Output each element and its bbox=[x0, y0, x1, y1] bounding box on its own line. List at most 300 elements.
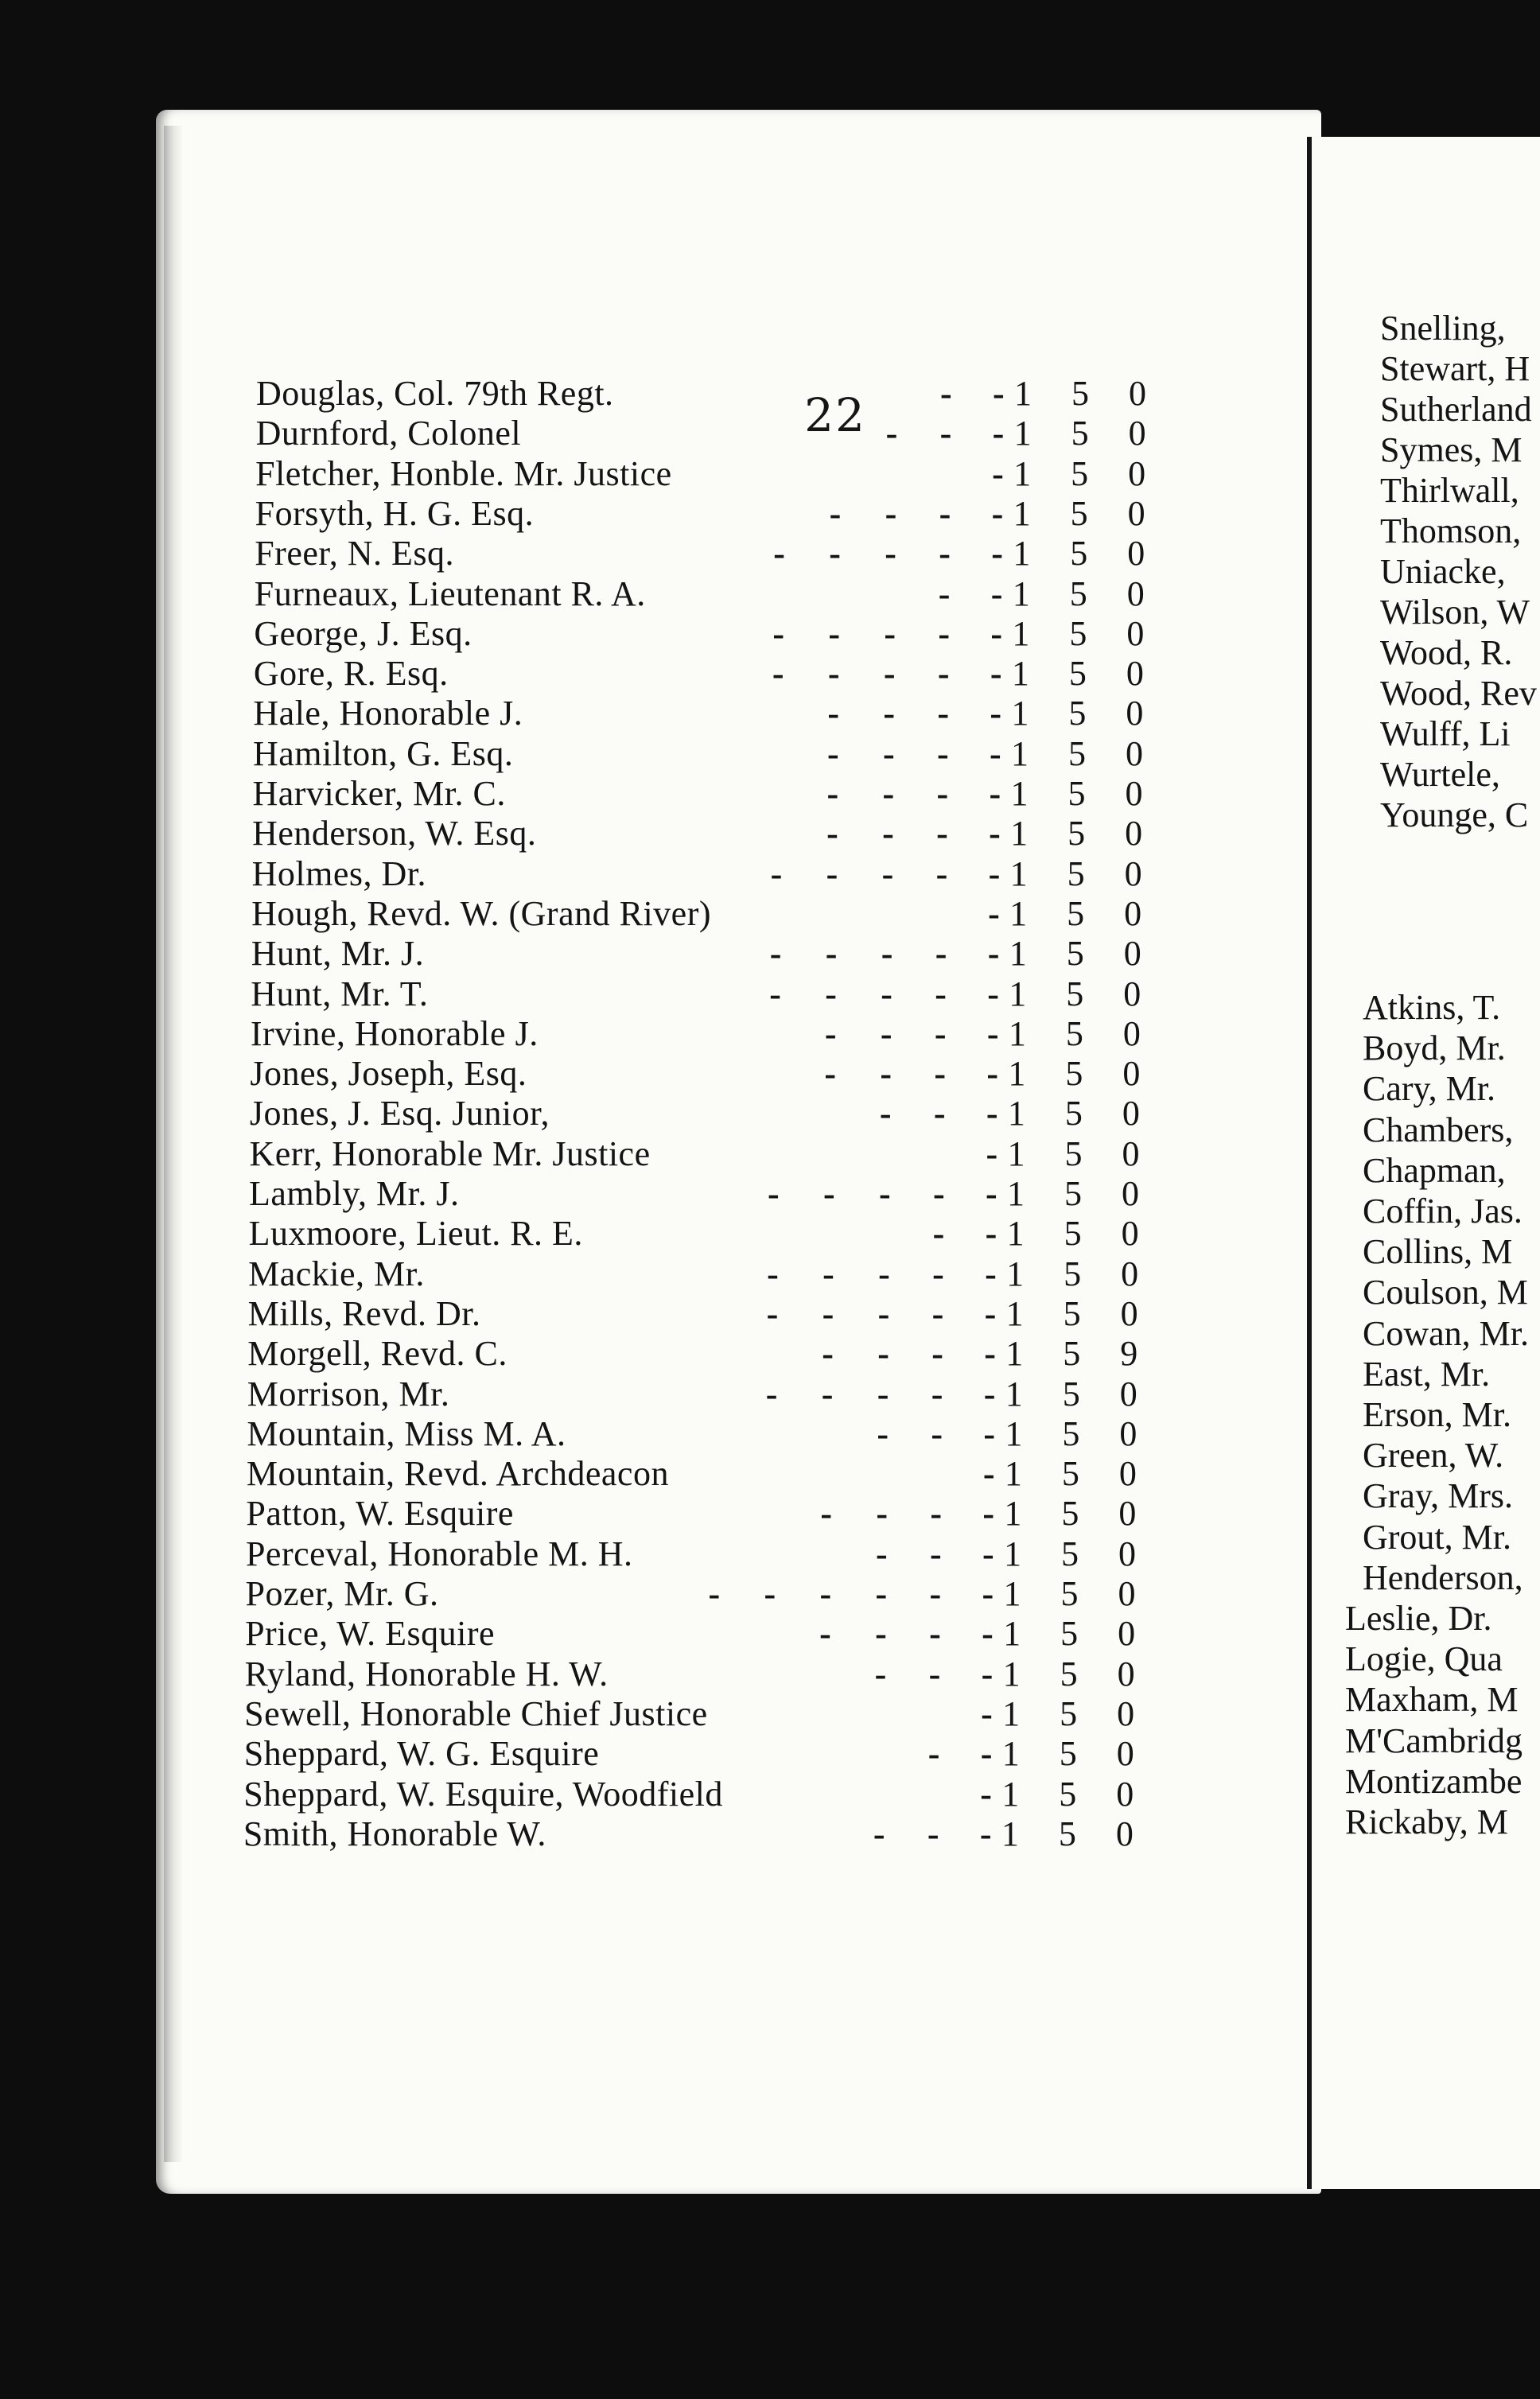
leader-dash: - bbox=[766, 1293, 779, 1333]
amount-pence: 0 bbox=[1118, 1494, 1137, 1534]
leader-dash: - bbox=[883, 654, 896, 694]
amount-shillings: 5 bbox=[1064, 1094, 1083, 1133]
amount-pence: 0 bbox=[1122, 1013, 1141, 1053]
leader-dash: - bbox=[879, 1094, 892, 1133]
right-page-entry: Snelling, bbox=[1380, 309, 1506, 348]
amount-pounds: 1 bbox=[1012, 613, 1030, 653]
amount-pence: 0 bbox=[1115, 1814, 1134, 1853]
subscriber-name: George, J. Esq. bbox=[254, 613, 472, 653]
right-page-entry: Boyd, Mr. bbox=[1363, 1028, 1506, 1068]
subscriber-row bbox=[153, 774, 1143, 814]
leader-dash: - bbox=[885, 534, 896, 574]
subscriber-row bbox=[146, 1534, 1136, 1574]
amount-pence: 0 bbox=[1126, 574, 1145, 613]
leader-dash: - bbox=[986, 1094, 998, 1133]
subscriber-name: Henderson, W. Esq. bbox=[252, 814, 537, 853]
right-page-entry: Wood, R. bbox=[1380, 633, 1513, 672]
subscriber-row bbox=[150, 1094, 1140, 1133]
subscriber-name: Lambly, Mr. J. bbox=[249, 1174, 460, 1213]
leader-dash: - bbox=[990, 654, 1002, 694]
leader-dash: - bbox=[982, 1574, 994, 1613]
amount-shillings: 5 bbox=[1064, 1174, 1082, 1213]
leader-dash: - bbox=[990, 694, 1002, 733]
subscriber-name: Sheppard, W. Esquire, Woodfield bbox=[243, 1774, 723, 1814]
leader-dash: - bbox=[987, 934, 1000, 974]
leader-dash: - bbox=[991, 534, 1003, 574]
amount-pence: 0 bbox=[1128, 453, 1146, 493]
leader-dash: - bbox=[821, 1374, 834, 1413]
right-page-entry: M'Cambridg bbox=[1345, 1721, 1523, 1760]
subscriber-row bbox=[149, 1174, 1139, 1214]
leader-dash: - bbox=[935, 974, 947, 1013]
amount-shillings: 5 bbox=[1067, 853, 1085, 893]
amount-pounds: 1 bbox=[1007, 1174, 1025, 1213]
amount-shillings: 5 bbox=[1060, 1693, 1078, 1733]
leader-dash: - bbox=[708, 1574, 721, 1613]
leader-dash: - bbox=[980, 1774, 992, 1814]
subscriber-row bbox=[148, 1293, 1138, 1334]
amount-shillings: 5 bbox=[1061, 1494, 1079, 1534]
leader-dash: - bbox=[824, 1054, 837, 1094]
amount-shillings: 5 bbox=[1071, 414, 1089, 453]
leader-dash: - bbox=[772, 654, 784, 694]
subscriber-name: Sheppard, W. G. Esquire bbox=[243, 1734, 600, 1774]
amount-pounds: 1 bbox=[1007, 1094, 1025, 1133]
subscriber-row bbox=[146, 1454, 1137, 1494]
leader-dash: - bbox=[936, 733, 949, 773]
amount-pence: 0 bbox=[1119, 1374, 1138, 1413]
subscriber-row bbox=[144, 1693, 1135, 1734]
leader-dash: - bbox=[981, 1693, 993, 1733]
leader-dash: - bbox=[985, 1214, 998, 1254]
subscriber-row bbox=[143, 1774, 1134, 1814]
amount-shillings: 5 bbox=[1068, 733, 1086, 773]
right-page-entry: Coffin, Jas. bbox=[1363, 1192, 1522, 1231]
subscriber-name: Irvine, Honorable J. bbox=[250, 1013, 539, 1053]
leader-dash: - bbox=[824, 1013, 837, 1053]
amount-pence: 0 bbox=[1124, 893, 1142, 933]
amount-shillings: 5 bbox=[1070, 534, 1088, 574]
subscriber-row bbox=[153, 694, 1144, 733]
amount-pounds: 1 bbox=[1007, 1133, 1025, 1173]
amount-pounds: 1 bbox=[1001, 1734, 1020, 1774]
amount-pounds: 1 bbox=[1001, 1814, 1019, 1853]
amount-pence: 0 bbox=[1122, 1094, 1140, 1133]
leader-dash: - bbox=[940, 374, 952, 413]
right-page-entry: Wulff, Li bbox=[1380, 714, 1511, 753]
right-page-entry: Gray, Mrs. bbox=[1363, 1476, 1513, 1516]
leader-dash: - bbox=[820, 1494, 833, 1534]
amount-shillings: 5 bbox=[1059, 1774, 1077, 1814]
right-page-entry: East, Mr. bbox=[1363, 1354, 1491, 1394]
leader-dash: - bbox=[993, 374, 1005, 413]
amount-pence: 0 bbox=[1121, 1254, 1139, 1293]
amount-pounds: 1 bbox=[1005, 1413, 1023, 1453]
subscriber-name: Holmes, Dr. bbox=[251, 853, 426, 893]
leader-dash: - bbox=[825, 974, 837, 1013]
subscriber-row bbox=[154, 654, 1144, 694]
right-page-entry: Atkins, T. bbox=[1363, 988, 1501, 1027]
leader-dash: - bbox=[884, 613, 896, 653]
right-page-entry: Collins, M bbox=[1363, 1232, 1513, 1272]
amount-pounds: 1 bbox=[1009, 934, 1027, 974]
subscriber-name: Furneaux, Lieutenant R. A. bbox=[254, 574, 646, 613]
right-page-entry: Wilson, W bbox=[1380, 593, 1530, 632]
subscriber-row bbox=[146, 1494, 1137, 1534]
leader-dash: - bbox=[989, 774, 1001, 813]
subscriber-row bbox=[147, 1334, 1138, 1374]
amount-shillings: 5 bbox=[1062, 1374, 1080, 1413]
leader-dash: - bbox=[982, 1534, 994, 1573]
amount-pence: 0 bbox=[1119, 1413, 1138, 1453]
right-page-entry: Younge, C bbox=[1380, 795, 1529, 834]
leader-dash: - bbox=[827, 654, 840, 694]
amount-pounds: 1 bbox=[1001, 1774, 1020, 1814]
leader-dash: - bbox=[826, 774, 839, 813]
leader-dash: - bbox=[931, 1413, 943, 1453]
amount-pounds: 1 bbox=[1005, 1293, 1024, 1333]
right-page-entry: Cowan, Mr. bbox=[1363, 1313, 1529, 1353]
leader-dash: - bbox=[939, 414, 952, 453]
subscriber-row bbox=[150, 1054, 1141, 1094]
subscriber-row bbox=[154, 613, 1145, 654]
amount-shillings: 5 bbox=[1068, 654, 1087, 694]
amount-pence: 0 bbox=[1122, 1174, 1139, 1213]
right-page-entry: Rickaby, M bbox=[1345, 1802, 1508, 1841]
right-page-entry: Green, W. bbox=[1363, 1436, 1504, 1476]
right-page-entry: Chambers, bbox=[1363, 1110, 1514, 1149]
leader-dash: - bbox=[934, 1013, 947, 1053]
left-page bbox=[156, 110, 1321, 2194]
right-page-entry: Stewart, H bbox=[1380, 349, 1530, 388]
leader-dash: - bbox=[936, 814, 948, 853]
right-page-entry: Chapman, bbox=[1363, 1150, 1506, 1190]
leader-dash: - bbox=[987, 974, 999, 1013]
subscriber-name: Hale, Honorable J. bbox=[253, 694, 523, 733]
leader-dash: - bbox=[937, 654, 950, 694]
subscriber-row bbox=[150, 1013, 1141, 1054]
amount-pounds: 1 bbox=[1003, 1534, 1021, 1573]
amount-pence: 0 bbox=[1122, 1133, 1140, 1173]
amount-shillings: 5 bbox=[1070, 493, 1088, 533]
right-page-entry: Symes, M bbox=[1380, 430, 1522, 469]
leader-dash: - bbox=[773, 534, 785, 574]
subscriber-row bbox=[146, 1413, 1138, 1454]
page-number: 22 bbox=[804, 388, 866, 442]
right-page-entry: Erson, Mr. bbox=[1363, 1395, 1511, 1434]
subscriber-row bbox=[152, 853, 1142, 894]
subscriber-name: Mountain, Revd. Archdeacon bbox=[246, 1454, 669, 1494]
leader-dash: - bbox=[823, 1174, 835, 1213]
subscriber-row bbox=[152, 814, 1143, 853]
amount-pence: 0 bbox=[1127, 534, 1145, 574]
amount-pence: 0 bbox=[1126, 613, 1145, 653]
subscriber-row bbox=[154, 574, 1145, 614]
amount-pounds: 1 bbox=[1003, 1614, 1021, 1654]
subscriber-name: Hunt, Mr. J. bbox=[251, 934, 425, 974]
leader-dash: - bbox=[928, 1734, 940, 1774]
right-page-entry: Leslie, Dr. bbox=[1345, 1599, 1492, 1638]
right-page-entry: Henderson, bbox=[1363, 1557, 1523, 1597]
subscriber-name: Morrison, Mr. bbox=[247, 1374, 450, 1413]
right-page-entry: Maxham, M bbox=[1345, 1680, 1519, 1720]
amount-pence: 0 bbox=[1120, 1293, 1138, 1333]
leader-dash: - bbox=[769, 934, 782, 974]
leader-dash: - bbox=[988, 853, 1001, 893]
subscriber-name: Patton, W. Esquire bbox=[246, 1494, 514, 1534]
leader-dash: - bbox=[991, 493, 1004, 533]
leader-dash: - bbox=[765, 1374, 778, 1413]
leader-dash: - bbox=[875, 1574, 888, 1613]
leader-dash: - bbox=[767, 1254, 779, 1293]
subscriber-row bbox=[146, 1574, 1136, 1614]
amount-pence: 0 bbox=[1117, 1693, 1135, 1733]
subscriber-row bbox=[153, 733, 1143, 774]
leader-dash: - bbox=[879, 1174, 891, 1213]
subscriber-name: Kerr, Honorable Mr. Justice bbox=[249, 1133, 651, 1173]
leader-dash: - bbox=[979, 1814, 992, 1853]
amount-shillings: 5 bbox=[1068, 694, 1087, 733]
leader-dash: - bbox=[885, 493, 897, 533]
leader-dash: - bbox=[990, 574, 1003, 613]
leader-dash: - bbox=[939, 493, 951, 533]
leader-dash: - bbox=[826, 853, 838, 893]
leader-dash: - bbox=[932, 1254, 944, 1293]
leader-dash: - bbox=[877, 1293, 890, 1333]
leader-dash: - bbox=[822, 1254, 834, 1293]
subscriber-name: Hunt, Mr. T. bbox=[251, 974, 429, 1013]
subscriber-row bbox=[149, 1133, 1140, 1174]
leader-dash: - bbox=[878, 1254, 890, 1293]
subscriber-row bbox=[145, 1654, 1135, 1694]
amount-pounds: 1 bbox=[1013, 453, 1032, 493]
leader-dash: - bbox=[928, 1654, 941, 1693]
amount-pence: 0 bbox=[1122, 1054, 1141, 1094]
amount-pounds: 1 bbox=[1013, 534, 1031, 574]
amount-shillings: 5 bbox=[1066, 974, 1084, 1013]
amount-pence: 0 bbox=[1118, 1614, 1136, 1654]
amount-shillings: 5 bbox=[1068, 774, 1086, 813]
leader-dash: - bbox=[882, 814, 894, 853]
subscriber-name: Smith, Honorable W. bbox=[243, 1814, 546, 1853]
leader-dash: - bbox=[929, 1534, 942, 1573]
leader-dash: - bbox=[938, 574, 951, 613]
amount-shillings: 5 bbox=[1064, 1254, 1082, 1293]
amount-pence: 0 bbox=[1123, 934, 1141, 974]
leader-dash: - bbox=[986, 1174, 998, 1213]
leader-dash: - bbox=[929, 1574, 942, 1613]
leader-dash: - bbox=[931, 1293, 944, 1333]
amount-pounds: 1 bbox=[1009, 893, 1028, 933]
amount-pounds: 1 bbox=[1014, 374, 1032, 413]
leader-dash: - bbox=[982, 1614, 994, 1654]
leader-dash: - bbox=[880, 1013, 892, 1053]
leader-dash: - bbox=[983, 1413, 995, 1453]
right-page-entry: Logie, Qua bbox=[1345, 1639, 1503, 1679]
right-page bbox=[1307, 137, 1540, 2189]
leader-dash: - bbox=[769, 974, 781, 1013]
amount-pounds: 1 bbox=[1013, 493, 1031, 533]
subscriber-row bbox=[148, 1254, 1139, 1294]
amount-pence: 0 bbox=[1118, 1454, 1137, 1494]
leader-dash: - bbox=[986, 1133, 998, 1173]
leader-dash: - bbox=[881, 974, 892, 1013]
amount-shillings: 5 bbox=[1061, 1454, 1079, 1494]
leader-dash: - bbox=[770, 853, 783, 893]
right-page-entry: Cary, Mr. bbox=[1363, 1069, 1496, 1109]
subscriber-name: Fletcher, Honble. Mr. Justice bbox=[255, 453, 672, 493]
leader-dash: - bbox=[986, 1013, 999, 1053]
leader-dash: - bbox=[827, 694, 840, 733]
amount-pence: 0 bbox=[1118, 1574, 1136, 1613]
leader-dash: - bbox=[989, 814, 1001, 853]
subscriber-name: Jones, J. Esq. Junior, bbox=[249, 1094, 550, 1133]
amount-pence: 0 bbox=[1127, 493, 1145, 533]
leader-dash: - bbox=[881, 853, 894, 893]
subscriber-row bbox=[144, 1734, 1134, 1774]
subscriber-row bbox=[147, 1374, 1138, 1414]
amount-shillings: 5 bbox=[1064, 1214, 1082, 1254]
leader-dash: - bbox=[772, 613, 784, 653]
amount-shillings: 5 bbox=[1063, 1293, 1081, 1333]
amount-pounds: 1 bbox=[1004, 1494, 1022, 1534]
amount-pounds: 1 bbox=[1010, 814, 1029, 853]
amount-shillings: 5 bbox=[1071, 453, 1089, 493]
amount-pence: 0 bbox=[1116, 1734, 1134, 1774]
leader-dash: - bbox=[877, 1334, 889, 1374]
subscriber-row bbox=[155, 493, 1145, 534]
right-page-entry: Wood, Rev bbox=[1380, 674, 1537, 713]
leader-dash: - bbox=[930, 1494, 943, 1534]
amount-shillings: 5 bbox=[1059, 1734, 1077, 1774]
leader-dash: - bbox=[982, 1454, 995, 1494]
leader-dash: - bbox=[829, 493, 842, 533]
right-page-entry: Uniacke, bbox=[1380, 552, 1506, 591]
leader-dash: - bbox=[933, 1174, 945, 1213]
subscriber-name: Douglas, Col. 79th Regt. bbox=[256, 374, 614, 413]
leader-dash: - bbox=[989, 733, 1001, 773]
leader-dash: - bbox=[936, 774, 949, 813]
leader-dash: - bbox=[875, 1614, 887, 1654]
leader-dash: - bbox=[874, 1654, 887, 1693]
leader-dash: - bbox=[939, 534, 951, 574]
leader-dash: - bbox=[984, 1293, 997, 1333]
subscriber-name: Forsyth, H. G. Esq. bbox=[255, 493, 535, 533]
subscriber-row bbox=[151, 893, 1142, 934]
subscriber-name: Freer, N. Esq. bbox=[255, 534, 455, 574]
leader-dash: - bbox=[983, 1374, 996, 1413]
amount-shillings: 5 bbox=[1069, 574, 1087, 613]
subscriber-name: Perceval, Honorable M. H. bbox=[245, 1534, 633, 1573]
leader-dash: - bbox=[938, 613, 950, 653]
leader-dash: - bbox=[825, 934, 838, 974]
leader-dash: - bbox=[981, 1654, 994, 1693]
subscriber-row bbox=[143, 1814, 1134, 1854]
leader-dash: - bbox=[935, 934, 947, 974]
leader-dash: - bbox=[980, 1734, 993, 1774]
subscriber-name: Price, W. Esquire bbox=[245, 1614, 496, 1654]
leader-dash: - bbox=[873, 1814, 885, 1853]
leader-dash: - bbox=[875, 1534, 888, 1573]
subscriber-row bbox=[155, 453, 1146, 494]
amount-pence: 0 bbox=[1116, 1774, 1134, 1814]
leader-dash: - bbox=[822, 1334, 834, 1374]
leader-dash: - bbox=[982, 1494, 995, 1534]
subscriber-name: Hamilton, G. Esq. bbox=[252, 733, 514, 773]
leader-dash: - bbox=[826, 814, 838, 853]
leader-dash: - bbox=[986, 1054, 999, 1094]
amount-pence: 9 bbox=[1120, 1334, 1138, 1374]
amount-shillings: 5 bbox=[1068, 814, 1086, 853]
leader-dash: - bbox=[984, 1334, 996, 1374]
amount-pence: 0 bbox=[1117, 1654, 1135, 1693]
amount-pence: 0 bbox=[1124, 853, 1142, 893]
amount-shillings: 5 bbox=[1066, 934, 1084, 974]
leader-dash: - bbox=[929, 1614, 941, 1654]
leader-dash: - bbox=[828, 613, 840, 653]
amount-shillings: 5 bbox=[1060, 1574, 1079, 1613]
amount-pounds: 1 bbox=[1003, 1574, 1021, 1613]
right-page-entry: Grout, Mr. bbox=[1363, 1517, 1511, 1557]
subscriber-name: Sewell, Honorable Chief Justice bbox=[244, 1693, 708, 1733]
amount-pounds: 1 bbox=[1010, 774, 1029, 813]
leader-dash: - bbox=[885, 414, 898, 453]
subscriber-name: Mackie, Mr. bbox=[248, 1254, 425, 1293]
amount-shillings: 5 bbox=[1060, 1534, 1079, 1573]
subscriber-name: Pozer, Mr. G. bbox=[245, 1574, 439, 1613]
leader-dash: - bbox=[883, 694, 896, 733]
leader-dash: - bbox=[931, 1334, 943, 1374]
leader-dash: - bbox=[764, 1574, 776, 1613]
amount-shillings: 5 bbox=[1058, 1814, 1076, 1853]
amount-shillings: 5 bbox=[1069, 613, 1087, 653]
amount-pounds: 1 bbox=[1008, 1054, 1026, 1094]
amount-shillings: 5 bbox=[1064, 1133, 1083, 1173]
right-page-entry: Thomson, bbox=[1380, 511, 1522, 550]
amount-pounds: 1 bbox=[1013, 414, 1032, 453]
amount-shillings: 5 bbox=[1060, 1654, 1078, 1693]
amount-shillings: 5 bbox=[1071, 374, 1089, 413]
subscriber-name: Luxmoore, Lieut. R. E. bbox=[248, 1214, 583, 1254]
leader-dash: - bbox=[882, 774, 895, 813]
amount-pounds: 1 bbox=[1012, 574, 1030, 613]
amount-pounds: 1 bbox=[1010, 733, 1029, 773]
leader-dash: - bbox=[927, 1814, 939, 1853]
amount-shillings: 5 bbox=[1065, 1054, 1083, 1094]
amount-pence: 0 bbox=[1128, 414, 1146, 453]
leader-dash: - bbox=[882, 733, 895, 773]
subscriber-row bbox=[149, 1214, 1139, 1254]
right-page-entry: Thirlwall, bbox=[1380, 471, 1519, 510]
leader-dash: - bbox=[829, 534, 841, 574]
right-page-entry: Wurtele, bbox=[1380, 755, 1500, 794]
amount-pounds: 1 bbox=[1002, 1693, 1021, 1733]
amount-pence: 0 bbox=[1126, 654, 1144, 694]
amount-pounds: 1 bbox=[1006, 1254, 1025, 1293]
amount-pence: 0 bbox=[1125, 774, 1143, 813]
amount-pence: 0 bbox=[1121, 1214, 1139, 1254]
subscriber-name: Jones, Joseph, Esq. bbox=[250, 1054, 527, 1094]
leader-dash: - bbox=[992, 453, 1004, 493]
leader-dash: - bbox=[985, 1254, 997, 1293]
right-page-entry: Coulson, M bbox=[1363, 1273, 1528, 1312]
leader-dash: - bbox=[819, 1574, 832, 1613]
amount-pence: 0 bbox=[1125, 814, 1143, 853]
amount-pounds: 1 bbox=[1009, 974, 1027, 1013]
subscriber-name: Ryland, Honorable H. W. bbox=[244, 1654, 609, 1693]
leader-dash: - bbox=[822, 1293, 834, 1333]
amount-pence: 0 bbox=[1126, 694, 1144, 733]
